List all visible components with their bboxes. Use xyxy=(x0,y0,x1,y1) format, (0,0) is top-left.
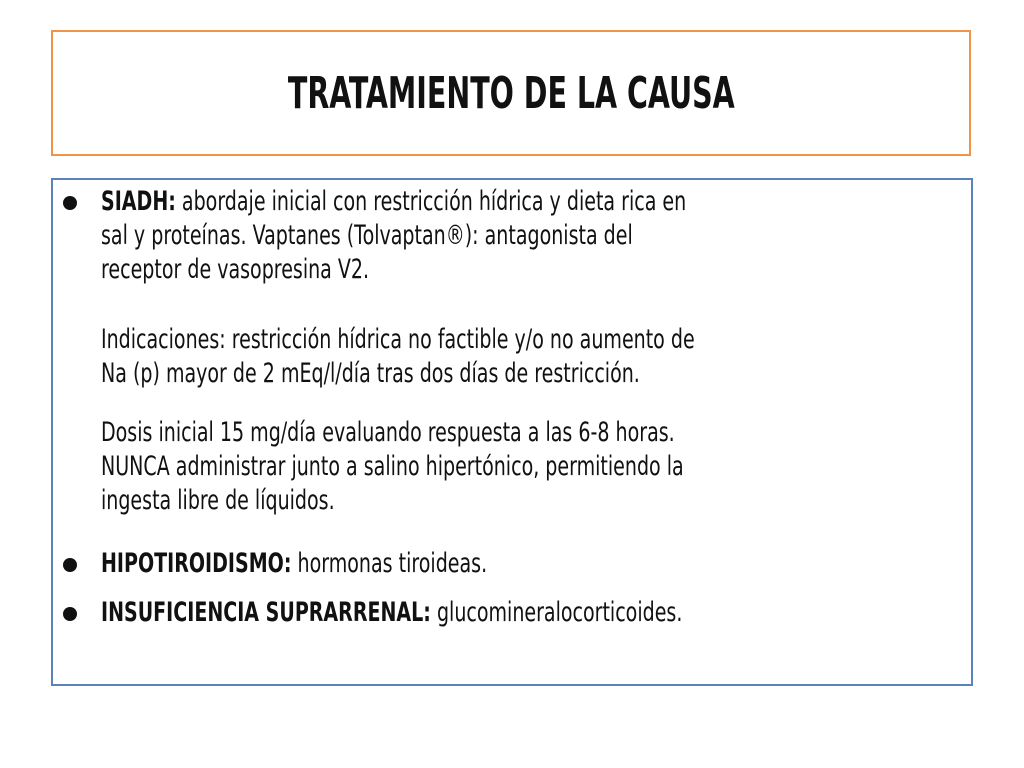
list-item-siadh xyxy=(101,185,961,287)
item-text: hormonas tiroideas. xyxy=(291,548,488,579)
list-item-hipotiroidismo xyxy=(101,547,961,581)
item-line: Dosis inicial 15 mg/día evaluando respuesta a las 6-8 horas. xyxy=(101,417,675,448)
bullet-icon xyxy=(63,558,77,572)
item-text: glucomineralocorticoides. xyxy=(430,597,683,628)
item-line: receptor de vasopresina V2. xyxy=(101,254,370,285)
item-term: INSUFICIENCIA SUPRARRENAL: xyxy=(101,597,431,628)
item-line xyxy=(101,185,961,219)
item-line xyxy=(101,547,961,581)
paragraph-indicaciones xyxy=(101,323,961,391)
item-term: SIADH: xyxy=(101,186,176,217)
item-line: Indicaciones: restricción hídrica no factible y/o no aumento de xyxy=(101,324,695,355)
title-box xyxy=(51,30,971,156)
item-term: HIPOTIROIDISMO: xyxy=(101,548,292,579)
item-line: NUNCA administrar junto a salino hipertónico, permitiendo la xyxy=(101,451,684,482)
bullet-icon xyxy=(63,607,77,621)
content-box xyxy=(51,178,973,686)
item-line xyxy=(101,596,961,630)
slide-title: TRATAMIENTO DE LA CAUSA xyxy=(287,67,735,119)
item-line: ingesta libre de líquidos. xyxy=(101,485,335,516)
item-line: sal y proteínas. Vaptanes (Tolvaptan®): antagonista del xyxy=(101,220,633,251)
bullet-icon xyxy=(63,196,77,210)
item-line: Na (p) mayor de 2 mEq/l/día tras dos días de restricción. xyxy=(101,358,640,389)
list-item-insuficiencia xyxy=(101,596,961,630)
paragraph-dosis xyxy=(101,416,961,518)
item-text: abordaje inicial con restricción hídrica y dieta rica en xyxy=(175,186,687,217)
